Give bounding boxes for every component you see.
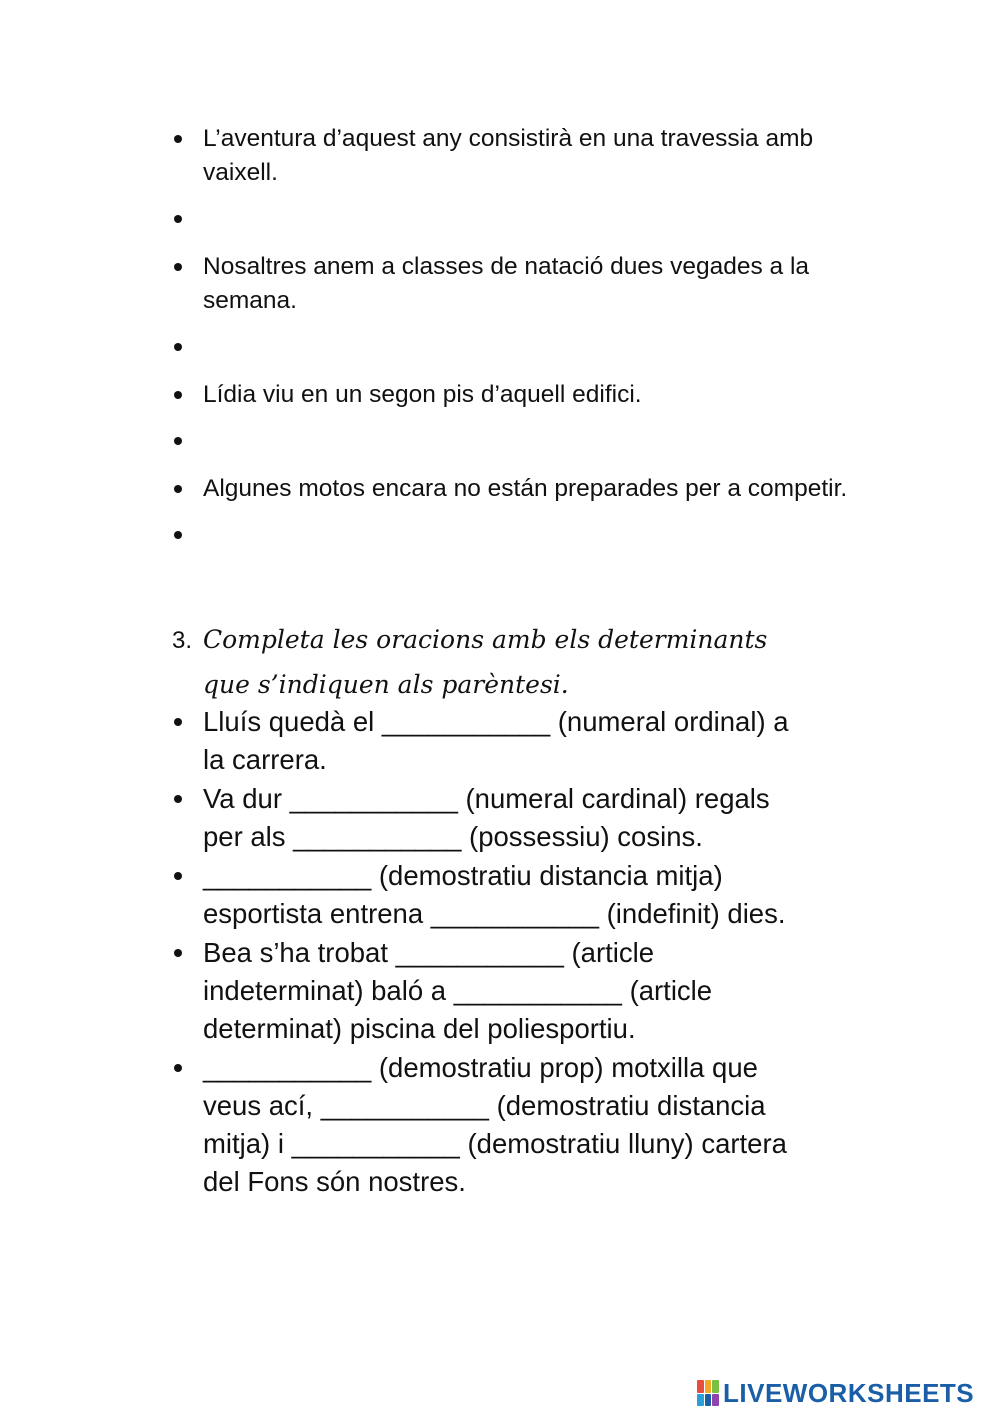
bullet-icon — [174, 263, 182, 271]
bullet-icon — [174, 531, 182, 539]
bullet-icon — [174, 795, 182, 803]
list-item-empty[interactable] — [172, 424, 862, 458]
bullet-icon — [174, 391, 182, 399]
bullet-icon — [174, 485, 182, 493]
exercise-item — [172, 857, 862, 933]
item-line: ___________ (demostratiu prop) motxilla que — [203, 1052, 758, 1083]
item-line: mitja) i ___________ (demostratiu lluny) cartera — [203, 1128, 787, 1159]
exercise-item — [172, 780, 862, 856]
exercise-list — [172, 703, 862, 1202]
list-item-empty[interactable] — [172, 518, 862, 552]
sentence-text: Nosaltres anem a classes de natació dues vegades a la semana. — [203, 253, 810, 314]
logo-square — [705, 1380, 712, 1393]
exercise-item — [172, 703, 862, 779]
liveworksheets-logo — [697, 1378, 974, 1408]
bullet-icon — [174, 949, 182, 957]
exercise-title-line2: que s’indiquen als parèntesi. — [203, 670, 569, 699]
exercise-item — [172, 934, 862, 1048]
logo-square — [705, 1394, 712, 1407]
sentence-text: L’aventura d’aquest any consistirà en una travessia amb vaixell. — [203, 125, 814, 186]
exercise-heading — [172, 618, 872, 707]
item-line: Va dur ___________ (numeral cardinal) regals — [203, 783, 770, 814]
logo-square — [712, 1394, 719, 1407]
bullet-icon — [174, 437, 182, 445]
item-line: indeterminat) baló a ___________ (article — [203, 975, 713, 1006]
list-item-empty[interactable] — [172, 330, 862, 364]
sentence-text: Algunes motos encara no están preparades per a competir. — [203, 475, 848, 502]
logo-square — [697, 1394, 704, 1407]
item-line: del Fons són nostres. — [203, 1166, 466, 1197]
sentence-text: Lídia viu en un segon pis d’aquell edifici. — [203, 381, 642, 408]
list-item — [172, 378, 862, 412]
item-line: Bea s’ha trobat ___________ (article — [203, 937, 655, 968]
item-line: veus ací, ___________ (demostratiu distancia — [203, 1090, 766, 1121]
item-line: Lluís quedà el ___________ (numeral ordinal) a — [203, 706, 789, 737]
logo-text: LIVEWORKSHEETS — [723, 1377, 975, 1408]
bullet-icon — [174, 343, 182, 351]
exercise-title-line1: Completa les oracions amb els determinants — [203, 625, 768, 654]
sentence-list — [172, 122, 862, 566]
exercise-item — [172, 1049, 862, 1201]
item-line: per als ___________ (possessiu) cosins. — [203, 821, 703, 852]
bullet-icon — [174, 718, 182, 726]
bullet-icon — [174, 135, 182, 143]
list-item-empty[interactable] — [172, 202, 862, 236]
bullet-icon — [174, 215, 182, 223]
list-item — [172, 250, 862, 318]
exercise-number: 3. — [172, 627, 193, 654]
bullet-icon — [174, 872, 182, 880]
logo-square — [712, 1380, 719, 1393]
list-item — [172, 472, 862, 506]
item-line: la carrera. — [203, 744, 327, 775]
item-line: ___________ (demostratiu distancia mitja) — [203, 860, 723, 891]
bullet-icon — [174, 1064, 182, 1072]
list-item — [172, 122, 862, 190]
logo-square — [697, 1380, 704, 1393]
item-line: determinat) piscina del poliesportiu. — [203, 1013, 636, 1044]
logo-mark-icon — [697, 1380, 719, 1406]
item-line: esportista entrena ___________ (indefinit) dies. — [203, 898, 786, 929]
